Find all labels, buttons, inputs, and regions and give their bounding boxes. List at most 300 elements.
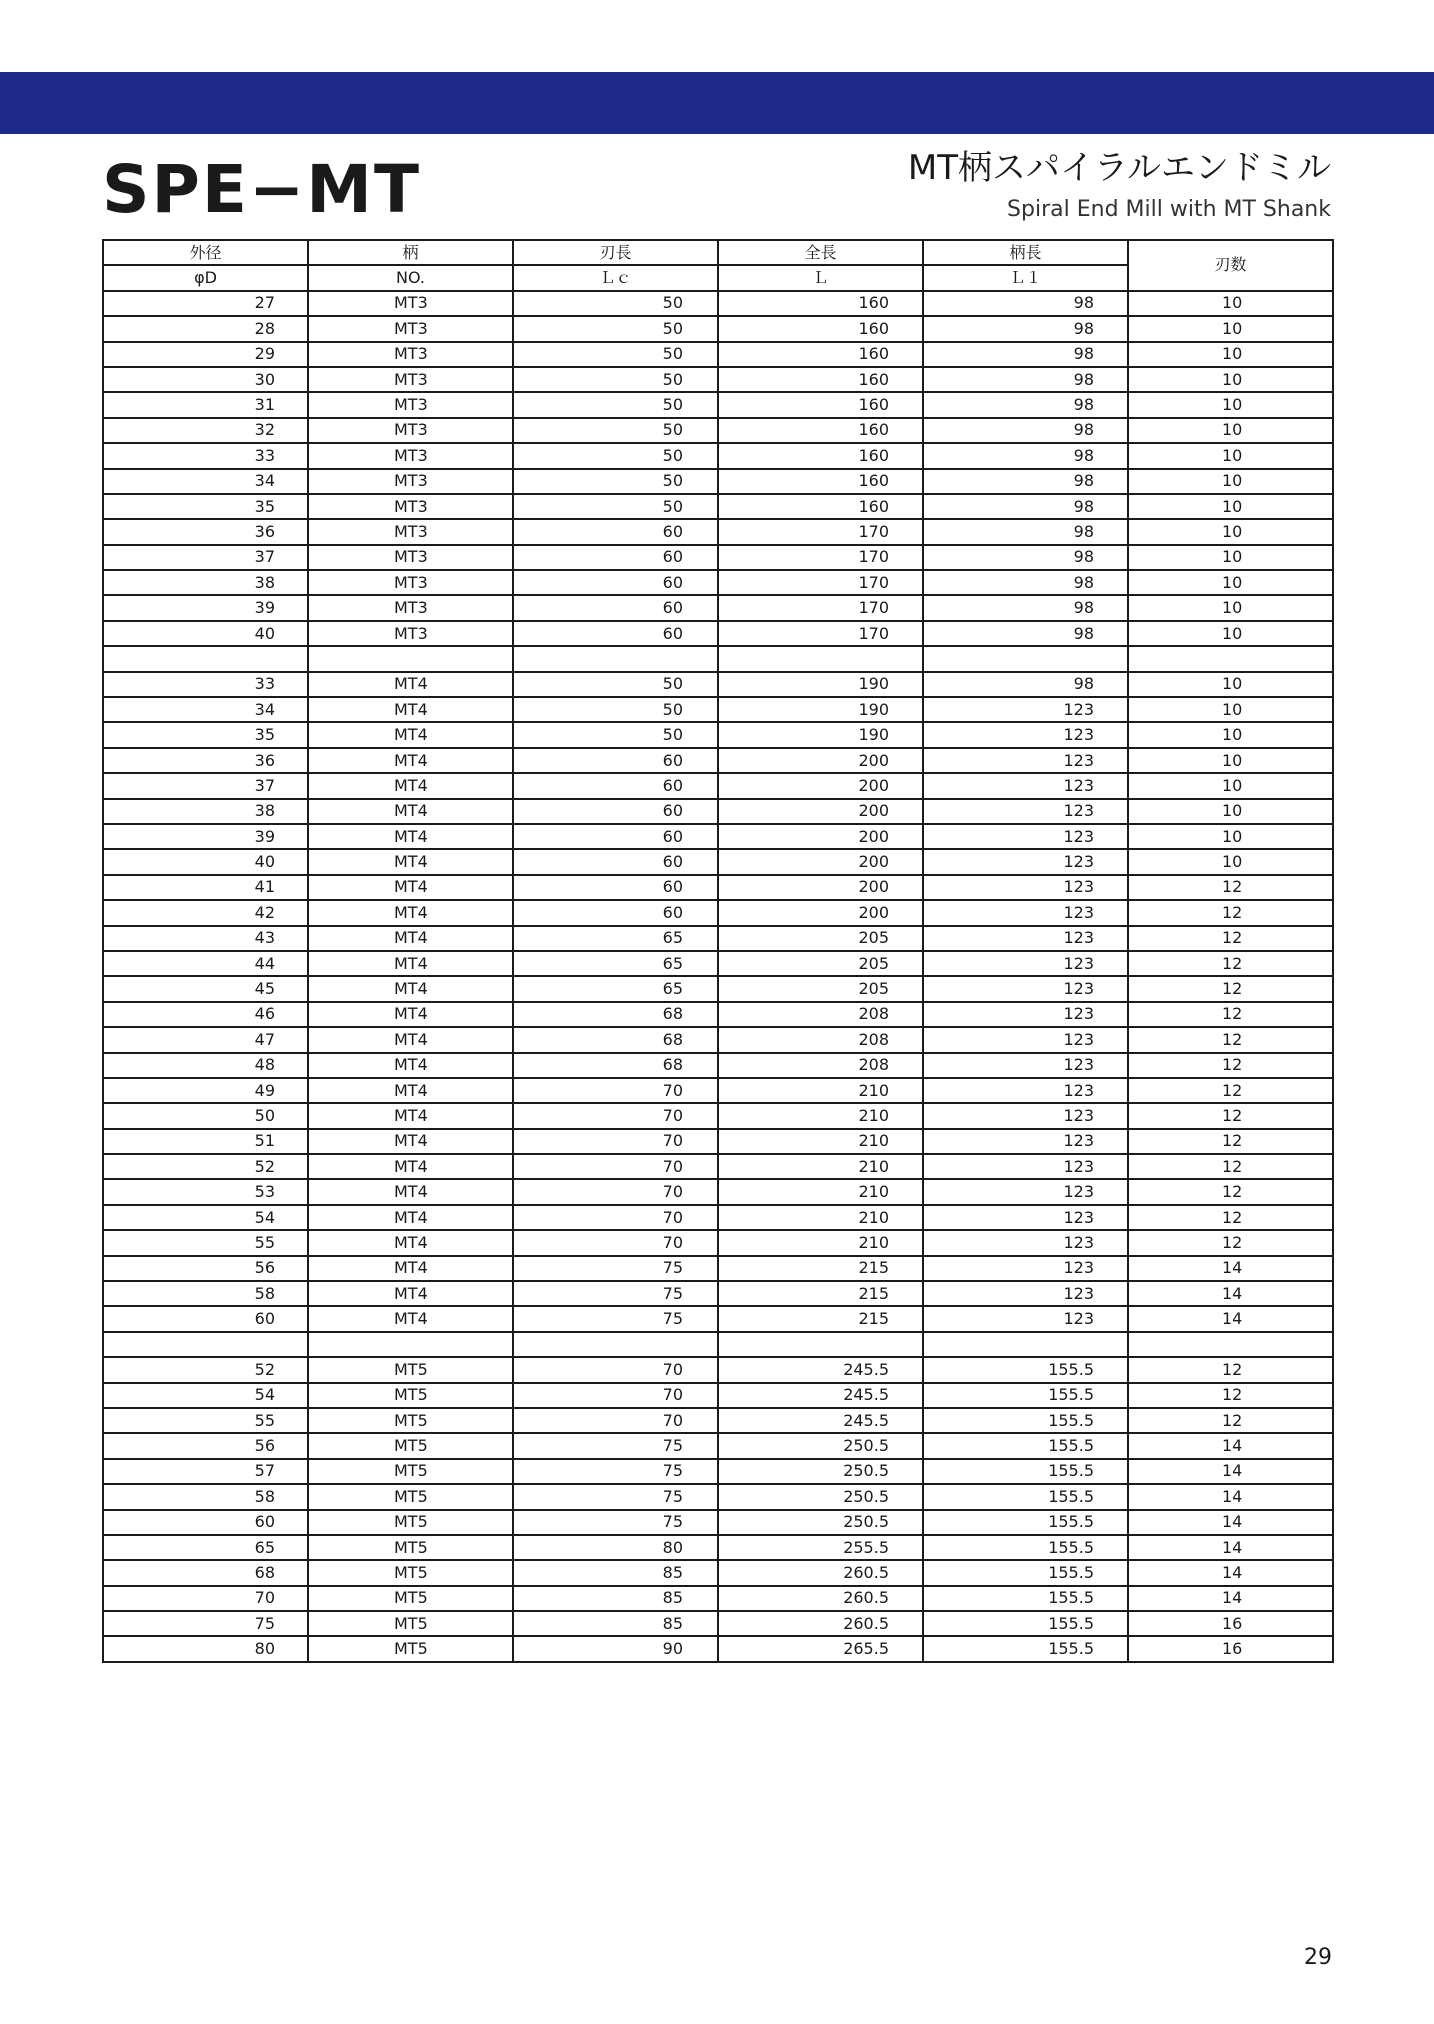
cell-overall-length: 200 (718, 773, 923, 798)
cell-outer-diameter: 43 (103, 926, 308, 951)
table-row (103, 1230, 1333, 1255)
table-row (103, 646, 1333, 671)
cell-outer-diameter: 27 (103, 291, 308, 316)
cell-flute-length: 68 (513, 1053, 718, 1078)
cell-flute-count: 10 (1128, 748, 1333, 773)
cell-flute-count (1128, 646, 1333, 671)
cell-outer-diameter: 38 (103, 799, 308, 824)
cell-shank-no: MT4 (308, 900, 513, 925)
table-row (103, 469, 1333, 494)
cell-shank-length: 123 (923, 1053, 1128, 1078)
page-number: 29 (1304, 1945, 1332, 1970)
cell-flute-length: 80 (513, 1535, 718, 1560)
cell-flute-length: 50 (513, 722, 718, 747)
cell-shank-length: 123 (923, 1306, 1128, 1331)
cell-shank-length: 155.5 (923, 1383, 1128, 1408)
cell-shank-no: MT5 (308, 1535, 513, 1560)
cell-flute-length: 70 (513, 1154, 718, 1179)
cell-outer-diameter: 30 (103, 367, 308, 392)
cell-flute-count: 10 (1128, 697, 1333, 722)
cell-shank-length: 155.5 (923, 1535, 1128, 1560)
cell-shank-no: MT4 (308, 1205, 513, 1230)
cell-flute-count: 10 (1128, 367, 1333, 392)
cell-flute-count: 10 (1128, 595, 1333, 620)
cell-shank-length: 98 (923, 342, 1128, 367)
cell-flute-count: 14 (1128, 1560, 1333, 1585)
cell-shank-length: 123 (923, 900, 1128, 925)
cell-flute-length: 70 (513, 1078, 718, 1103)
cell-shank-no: MT5 (308, 1611, 513, 1636)
table-row (103, 1027, 1333, 1052)
cell-shank-no: MT3 (308, 342, 513, 367)
cell-overall-length: 160 (718, 443, 923, 468)
cell-flute-length: 68 (513, 1002, 718, 1027)
cell-shank-length: 123 (923, 1230, 1128, 1255)
cell-flute-length: 70 (513, 1383, 718, 1408)
table-row (103, 1256, 1333, 1281)
cell-outer-diameter: 37 (103, 545, 308, 570)
table-row (103, 1332, 1333, 1357)
table-row (103, 748, 1333, 773)
cell-shank-length: 98 (923, 570, 1128, 595)
table-row (103, 316, 1333, 341)
cell-shank-length: 123 (923, 1205, 1128, 1230)
cell-flute-count: 14 (1128, 1459, 1333, 1484)
table-row (103, 1053, 1333, 1078)
cell-overall-length: 250.5 (718, 1433, 923, 1458)
cell-outer-diameter: 52 (103, 1357, 308, 1382)
cell-shank-length: 123 (923, 1179, 1128, 1204)
table-row (103, 1103, 1333, 1128)
cell-outer-diameter: 52 (103, 1154, 308, 1179)
cell-flute-length: 50 (513, 316, 718, 341)
table-row (103, 1408, 1333, 1433)
cell-outer-diameter: 51 (103, 1129, 308, 1154)
cell-shank-no: MT3 (308, 443, 513, 468)
cell-flute-length (513, 1332, 718, 1357)
cell-flute-count: 12 (1128, 1408, 1333, 1433)
cell-outer-diameter: 37 (103, 773, 308, 798)
cell-flute-count: 10 (1128, 773, 1333, 798)
cell-flute-length: 50 (513, 291, 718, 316)
spec-table-header (103, 240, 1333, 291)
cell-outer-diameter: 56 (103, 1433, 308, 1458)
table-row (103, 875, 1333, 900)
table-row (103, 824, 1333, 849)
table-row (103, 443, 1333, 468)
table-row (103, 1560, 1333, 1585)
cell-overall-length: 160 (718, 494, 923, 519)
cell-flute-length: 70 (513, 1129, 718, 1154)
cell-overall-length (718, 1332, 923, 1357)
cell-shank-length: 123 (923, 1129, 1128, 1154)
cell-overall-length: 208 (718, 1002, 923, 1027)
cell-flute-length: 70 (513, 1357, 718, 1382)
cell-flute-count: 10 (1128, 443, 1333, 468)
cell-shank-length: 123 (923, 748, 1128, 773)
cell-overall-length: 200 (718, 799, 923, 824)
cell-overall-length: 160 (718, 291, 923, 316)
cell-shank-no: MT4 (308, 799, 513, 824)
cell-outer-diameter: 31 (103, 392, 308, 417)
cell-flute-count: 14 (1128, 1535, 1333, 1560)
cell-overall-length: 210 (718, 1078, 923, 1103)
cell-flute-count: 12 (1128, 1179, 1333, 1204)
cell-outer-diameter: 45 (103, 976, 308, 1001)
cell-outer-diameter: 41 (103, 875, 308, 900)
cell-shank-no: MT5 (308, 1484, 513, 1509)
cell-shank-length (923, 1332, 1128, 1357)
cell-outer-diameter: 33 (103, 443, 308, 468)
cell-flute-count: 12 (1128, 1383, 1333, 1408)
cell-outer-diameter: 33 (103, 672, 308, 697)
table-row (103, 1459, 1333, 1484)
cell-shank-no: MT5 (308, 1560, 513, 1585)
cell-shank-no: MT3 (308, 494, 513, 519)
cell-flute-length: 50 (513, 392, 718, 417)
cell-outer-diameter: 75 (103, 1611, 308, 1636)
cell-shank-no: MT5 (308, 1433, 513, 1458)
table-row (103, 545, 1333, 570)
cell-shank-no: MT5 (308, 1510, 513, 1535)
cell-shank-length: 123 (923, 1281, 1128, 1306)
table-row (103, 1205, 1333, 1230)
cell-shank-length: 123 (923, 1027, 1128, 1052)
cell-shank-no: MT4 (308, 875, 513, 900)
cell-shank-length: 123 (923, 1078, 1128, 1103)
cell-overall-length: 190 (718, 672, 923, 697)
cell-flute-length: 65 (513, 951, 718, 976)
table-row (103, 291, 1333, 316)
cell-outer-diameter: 35 (103, 722, 308, 747)
cell-outer-diameter: 42 (103, 900, 308, 925)
table-row (103, 849, 1333, 874)
cell-outer-diameter (103, 1332, 308, 1357)
cell-flute-count (1128, 1332, 1333, 1357)
table-row (103, 1636, 1333, 1661)
cell-overall-length: 255.5 (718, 1535, 923, 1560)
table-row (103, 976, 1333, 1001)
cell-overall-length: 160 (718, 392, 923, 417)
cell-outer-diameter: 39 (103, 595, 308, 620)
top-color-band (0, 72, 1434, 134)
cell-shank-length: 123 (923, 1256, 1128, 1281)
cell-flute-count: 16 (1128, 1611, 1333, 1636)
cell-outer-diameter: 57 (103, 1459, 308, 1484)
cell-outer-diameter: 58 (103, 1484, 308, 1509)
cell-flute-length: 60 (513, 545, 718, 570)
cell-flute-length: 75 (513, 1484, 718, 1509)
cell-flute-count: 10 (1128, 494, 1333, 519)
cell-outer-diameter: 53 (103, 1179, 308, 1204)
cell-outer-diameter: 32 (103, 418, 308, 443)
cell-overall-length: 250.5 (718, 1510, 923, 1535)
cell-flute-count: 12 (1128, 1103, 1333, 1128)
cell-flute-length: 75 (513, 1256, 718, 1281)
cell-shank-no: MT5 (308, 1383, 513, 1408)
cell-overall-length: 160 (718, 418, 923, 443)
table-row (103, 1129, 1333, 1154)
cell-overall-length: 160 (718, 316, 923, 341)
cell-overall-length: 245.5 (718, 1408, 923, 1433)
table-row (103, 1179, 1333, 1204)
cell-shank-length: 98 (923, 494, 1128, 519)
table-row (103, 1586, 1333, 1611)
table-row (103, 900, 1333, 925)
cell-flute-count: 10 (1128, 392, 1333, 417)
cell-overall-length: 215 (718, 1256, 923, 1281)
cell-outer-diameter: 54 (103, 1383, 308, 1408)
cell-outer-diameter: 35 (103, 494, 308, 519)
cell-flute-length: 85 (513, 1586, 718, 1611)
cell-shank-no: MT3 (308, 392, 513, 417)
cell-shank-no: MT3 (308, 621, 513, 646)
cell-overall-length: 170 (718, 545, 923, 570)
cell-overall-length: 245.5 (718, 1383, 923, 1408)
cell-overall-length: 170 (718, 621, 923, 646)
cell-flute-length: 60 (513, 875, 718, 900)
cell-flute-count: 10 (1128, 824, 1333, 849)
table-row (103, 392, 1333, 417)
cell-outer-diameter: 36 (103, 748, 308, 773)
cell-shank-no: MT4 (308, 748, 513, 773)
cell-overall-length: 210 (718, 1205, 923, 1230)
cell-flute-length: 60 (513, 621, 718, 646)
cell-shank-no: MT5 (308, 1636, 513, 1661)
cell-outer-diameter: 29 (103, 342, 308, 367)
cell-overall-length: 265.5 (718, 1636, 923, 1661)
cell-overall-length: 205 (718, 951, 923, 976)
table-row (103, 1078, 1333, 1103)
cell-flute-count: 10 (1128, 519, 1333, 544)
cell-flute-count: 12 (1128, 1205, 1333, 1230)
cell-flute-length: 50 (513, 469, 718, 494)
cell-shank-no: MT3 (308, 367, 513, 392)
cell-flute-count: 10 (1128, 570, 1333, 595)
cell-overall-length: 200 (718, 824, 923, 849)
cell-flute-length: 50 (513, 418, 718, 443)
header-symbol-d: φD (103, 265, 308, 290)
cell-flute-count: 10 (1128, 849, 1333, 874)
cell-outer-diameter: 50 (103, 1103, 308, 1128)
cell-shank-no: MT4 (308, 1230, 513, 1255)
cell-shank-length: 98 (923, 316, 1128, 341)
cell-shank-no: MT4 (308, 1256, 513, 1281)
cell-flute-length: 90 (513, 1636, 718, 1661)
cell-shank-length: 155.5 (923, 1510, 1128, 1535)
cell-shank-no: MT4 (308, 1306, 513, 1331)
cell-flute-length: 65 (513, 926, 718, 951)
cell-flute-length: 50 (513, 697, 718, 722)
cell-flute-count: 10 (1128, 621, 1333, 646)
header-row-names (103, 240, 1333, 265)
cell-flute-count: 12 (1128, 875, 1333, 900)
cell-shank-length: 123 (923, 824, 1128, 849)
cell-outer-diameter: 65 (103, 1535, 308, 1560)
cell-outer-diameter: 38 (103, 570, 308, 595)
cell-overall-length: 260.5 (718, 1560, 923, 1585)
table-row (103, 1611, 1333, 1636)
cell-overall-length: 170 (718, 519, 923, 544)
cell-shank-length: 98 (923, 672, 1128, 697)
cell-shank-length: 98 (923, 595, 1128, 620)
cell-flute-count: 12 (1128, 1053, 1333, 1078)
cell-outer-diameter: 34 (103, 469, 308, 494)
header-symbol-l1: Ｌ１ (923, 265, 1128, 290)
cell-overall-length: 208 (718, 1027, 923, 1052)
cell-shank-no: MT4 (308, 1179, 513, 1204)
cell-shank-no: MT3 (308, 570, 513, 595)
cell-shank-length: 98 (923, 469, 1128, 494)
cell-flute-count: 12 (1128, 1027, 1333, 1052)
cell-overall-length: 205 (718, 976, 923, 1001)
header-flute-count: 刃数 (1128, 240, 1333, 291)
cell-shank-no: MT4 (308, 849, 513, 874)
cell-shank-length: 155.5 (923, 1459, 1128, 1484)
cell-overall-length: 210 (718, 1179, 923, 1204)
cell-shank-no: MT4 (308, 1002, 513, 1027)
cell-overall-length: 205 (718, 926, 923, 951)
cell-flute-length: 50 (513, 342, 718, 367)
cell-shank-no: MT5 (308, 1357, 513, 1382)
cell-shank-length: 155.5 (923, 1586, 1128, 1611)
cell-flute-length: 60 (513, 799, 718, 824)
cell-flute-length: 50 (513, 443, 718, 468)
header-outer-diameter: 外径 (103, 240, 308, 265)
cell-outer-diameter: 55 (103, 1408, 308, 1433)
cell-outer-diameter: 28 (103, 316, 308, 341)
cell-flute-length: 60 (513, 773, 718, 798)
cell-shank-no: MT3 (308, 595, 513, 620)
cell-outer-diameter: 48 (103, 1053, 308, 1078)
cell-shank-no: MT4 (308, 824, 513, 849)
cell-flute-count: 14 (1128, 1433, 1333, 1458)
cell-flute-length: 75 (513, 1281, 718, 1306)
cell-overall-length: 200 (718, 900, 923, 925)
english-title: Spiral End Mill with MT Shank (1007, 197, 1331, 222)
cell-overall-length: 208 (718, 1053, 923, 1078)
cell-shank-no: MT4 (308, 697, 513, 722)
spec-table (102, 239, 1334, 1663)
cell-overall-length: 190 (718, 722, 923, 747)
cell-flute-count: 12 (1128, 1129, 1333, 1154)
cell-flute-count: 12 (1128, 900, 1333, 925)
cell-flute-count: 12 (1128, 1357, 1333, 1382)
cell-flute-count: 12 (1128, 1002, 1333, 1027)
cell-outer-diameter: 36 (103, 519, 308, 544)
cell-shank-no: MT4 (308, 1154, 513, 1179)
cell-shank-length: 155.5 (923, 1408, 1128, 1433)
cell-outer-diameter: 55 (103, 1230, 308, 1255)
cell-outer-diameter: 40 (103, 621, 308, 646)
header-shank: 柄 (308, 240, 513, 265)
cell-shank-length: 155.5 (923, 1357, 1128, 1382)
cell-shank-length: 98 (923, 392, 1128, 417)
cell-outer-diameter: 54 (103, 1205, 308, 1230)
table-row (103, 1357, 1333, 1382)
table-row (103, 799, 1333, 824)
cell-flute-length: 60 (513, 595, 718, 620)
table-row (103, 519, 1333, 544)
cell-outer-diameter: 39 (103, 824, 308, 849)
cell-shank-no: MT3 (308, 519, 513, 544)
cell-shank-length: 123 (923, 1002, 1128, 1027)
cell-outer-diameter: 70 (103, 1586, 308, 1611)
cell-shank-no: MT4 (308, 773, 513, 798)
table-row (103, 621, 1333, 646)
cell-shank-length: 123 (923, 799, 1128, 824)
cell-flute-length: 60 (513, 824, 718, 849)
cell-flute-count: 12 (1128, 1230, 1333, 1255)
table-row (103, 1154, 1333, 1179)
cell-outer-diameter: 44 (103, 951, 308, 976)
cell-shank-length: 98 (923, 519, 1128, 544)
cell-flute-count: 12 (1128, 1078, 1333, 1103)
cell-flute-count: 10 (1128, 316, 1333, 341)
cell-outer-diameter: 60 (103, 1306, 308, 1331)
cell-flute-length: 60 (513, 519, 718, 544)
cell-overall-length: 215 (718, 1281, 923, 1306)
cell-flute-length: 75 (513, 1433, 718, 1458)
spec-table-body (103, 291, 1333, 1662)
table-row (103, 1306, 1333, 1331)
cell-overall-length: 170 (718, 595, 923, 620)
cell-shank-length: 123 (923, 1103, 1128, 1128)
cell-overall-length: 200 (718, 748, 923, 773)
table-row (103, 1484, 1333, 1509)
cell-overall-length: 160 (718, 367, 923, 392)
cell-flute-count: 14 (1128, 1306, 1333, 1331)
cell-shank-no: MT3 (308, 316, 513, 341)
cell-shank-no (308, 1332, 513, 1357)
cell-flute-count: 10 (1128, 291, 1333, 316)
cell-shank-no: MT4 (308, 1281, 513, 1306)
cell-shank-no: MT3 (308, 291, 513, 316)
cell-flute-count: 14 (1128, 1256, 1333, 1281)
japanese-title: MT柄スパイラルエンドミル (907, 148, 1331, 188)
cell-shank-length: 123 (923, 976, 1128, 1001)
cell-shank-no: MT4 (308, 1129, 513, 1154)
cell-shank-no: MT4 (308, 1053, 513, 1078)
cell-overall-length: 215 (718, 1306, 923, 1331)
table-row (103, 342, 1333, 367)
cell-shank-length: 123 (923, 1154, 1128, 1179)
cell-flute-count: 10 (1128, 672, 1333, 697)
cell-overall-length: 160 (718, 342, 923, 367)
cell-flute-count: 12 (1128, 926, 1333, 951)
cell-outer-diameter: 46 (103, 1002, 308, 1027)
cell-overall-length (718, 646, 923, 671)
cell-flute-count: 16 (1128, 1636, 1333, 1661)
cell-outer-diameter: 58 (103, 1281, 308, 1306)
cell-flute-length: 75 (513, 1306, 718, 1331)
header-symbol-l: Ｌ (718, 265, 923, 290)
cell-overall-length: 210 (718, 1129, 923, 1154)
cell-shank-no: MT4 (308, 672, 513, 697)
table-row (103, 1433, 1333, 1458)
cell-shank-length: 123 (923, 951, 1128, 976)
cell-flute-length: 75 (513, 1459, 718, 1484)
cell-flute-count: 10 (1128, 418, 1333, 443)
cell-shank-no (308, 646, 513, 671)
cell-overall-length: 260.5 (718, 1586, 923, 1611)
cell-flute-length: 70 (513, 1205, 718, 1230)
header-flute-length: 刃長 (513, 240, 718, 265)
cell-flute-count: 14 (1128, 1281, 1333, 1306)
cell-shank-length: 155.5 (923, 1636, 1128, 1661)
table-row (103, 1383, 1333, 1408)
table-row (103, 926, 1333, 951)
